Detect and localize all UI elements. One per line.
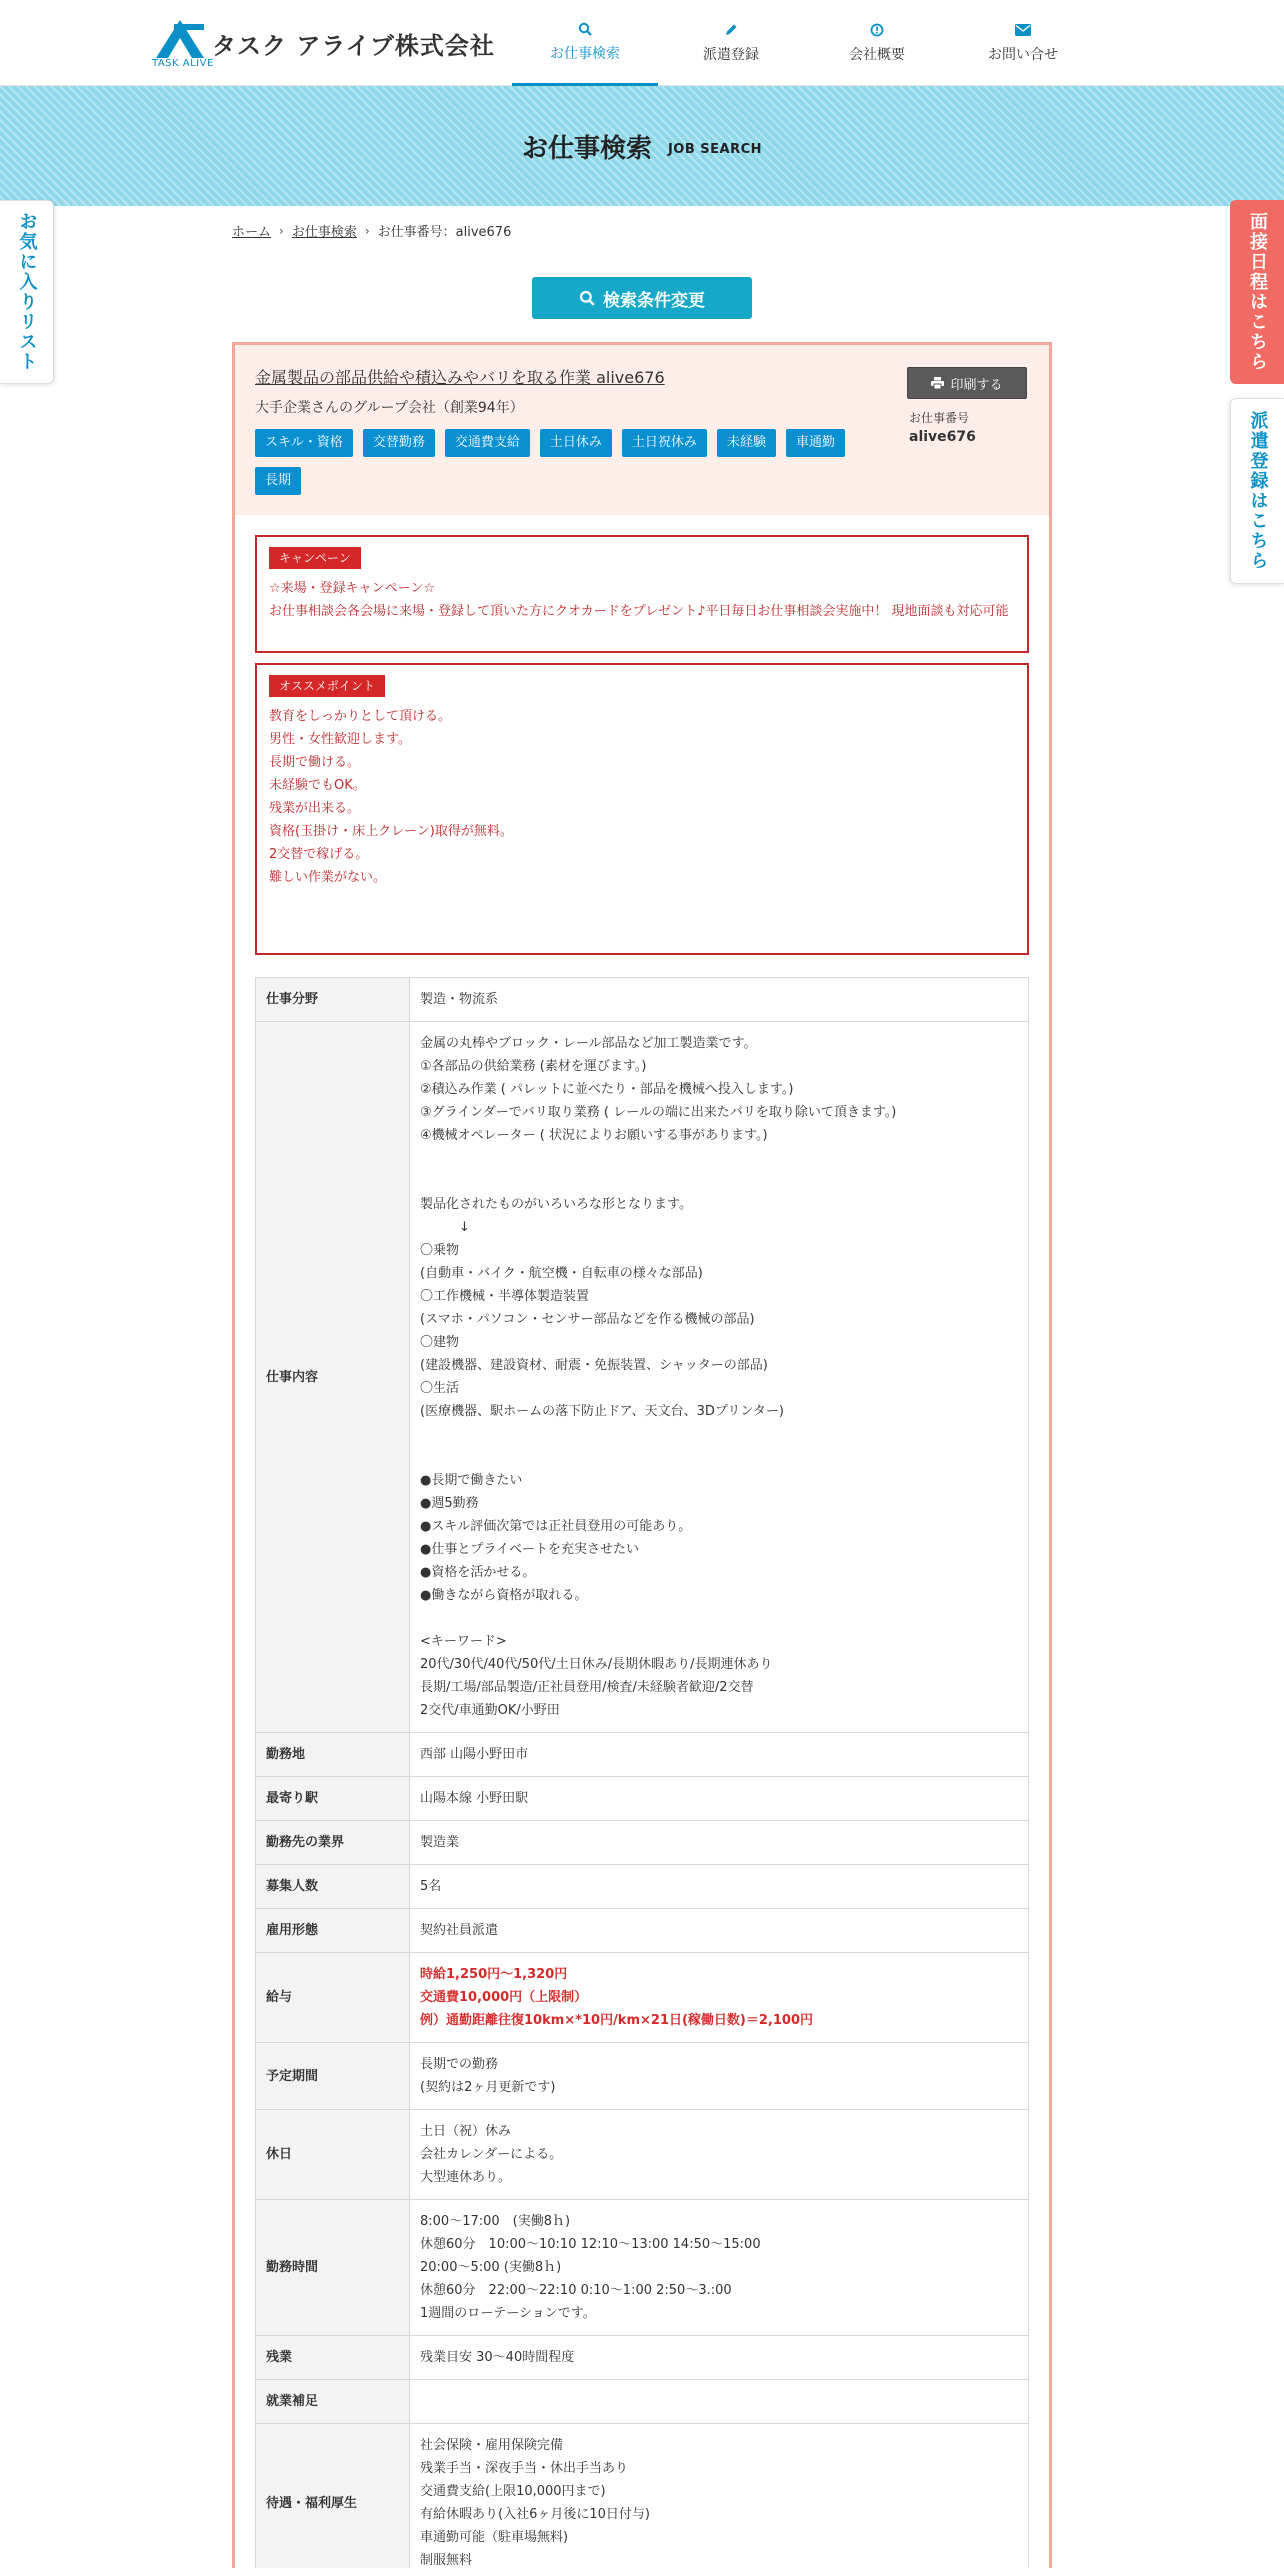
table-row [256, 978, 1029, 1022]
row-value: 契約社員派遣 [410, 1909, 1029, 1953]
envelope-icon [1015, 22, 1031, 38]
row-label: 給与 [256, 1953, 410, 2043]
job-tag: 土日休み [540, 429, 612, 457]
breadcrumb-home[interactable]: ホーム [232, 225, 272, 240]
breadcrumb [232, 221, 511, 240]
row-value: 金属の丸棒やブロック・レール部品など加工製造業です。 ①各部品の供給業務 (素材を運びます。) ②積込み作業 ( パレットに並べたり・部品を機械へ投入します。) ③グラインダーでバリ取り業務 ( レールの端に出来たバリを取り除いて頂きます。) ④機械オペレーター ( 状況によりお願いする事があります。) 製品化されたものがいろいろな形となります。 ↓ 〇乗物 (自動車・バイク・航空機・自転車の様々な部品) 〇工作機械・半導体製造装置 (スマホ・パソコン・センサー部品などを作る機械の部品) 〇建物 (建設機器、建設資材、耐震・免振装置、シャッターの部品) 〇生活 (医療機器、駅ホームの落下防止ドア、天文台、3Dプリンター) ●長期で働きたい ●週5勤務 ●スキル評価次第では正社員登用の可能あり。 ●仕事とプライベートを充実させたい ●資格を活かせる。 ●働きながら資格が取れる。 <キーワード> 20代/30代/40代/50代/土日休み/長期休暇あり/長期連休あり 長期/工場/部品製造/正社員登用/検査/未経験者歓迎/2交替 2交代/車通勤OK/小野田 [410, 1022, 1029, 1733]
pencil-icon [724, 22, 738, 38]
table-row [256, 1022, 1029, 1733]
logo[interactable] [152, 18, 495, 70]
job-title[interactable]: 金属製品の部品供給や積込みやバリを取る作業 alive676 [255, 368, 665, 387]
row-value: 製造業 [410, 1821, 1029, 1865]
change-search-button[interactable] [532, 277, 752, 319]
campaign-box [255, 535, 1029, 653]
chevron-right-icon: › [279, 223, 284, 238]
favorites-tab[interactable] [0, 200, 54, 384]
table-row [256, 2424, 1029, 2568]
favorites-tab-label: お気に入りリスト [16, 212, 38, 372]
logo-sub: TASK ALIVE [152, 58, 214, 69]
row-label: 予定期間 [256, 2043, 410, 2110]
job-card-header [235, 345, 1049, 515]
table-row [256, 1865, 1029, 1909]
table-row [256, 1733, 1029, 1777]
page-hero [0, 86, 1284, 206]
row-label: 残業 [256, 2336, 410, 2380]
row-label: 仕事内容 [256, 1022, 410, 1733]
row-value [410, 2380, 1029, 2424]
row-value: 製造・物流系 [410, 978, 1029, 1022]
page-title: お仕事検索 [521, 133, 652, 164]
row-value: 山陽本線 小野田駅 [410, 1777, 1029, 1821]
job-card [232, 342, 1052, 2568]
row-label: 休日 [256, 2110, 410, 2200]
chevron-right-icon: › [364, 223, 370, 238]
info-circle-icon [870, 22, 884, 38]
site-header [0, 0, 1284, 86]
job-tag: 土日祝休み [622, 429, 707, 457]
row-value: 土日（祝）休み 会社カレンダーによる。 大型連休あり。 [410, 2110, 1029, 2200]
row-value: 5名 [410, 1865, 1029, 1909]
search-icon [578, 21, 592, 37]
company-name: 大手企業さんのグループ会社（創業94年） [255, 400, 524, 416]
row-label: 最寄り駅 [256, 1777, 410, 1821]
printer-icon [931, 377, 944, 389]
row-label: 就業補足 [256, 2380, 410, 2424]
row-label: 雇用形態 [256, 1909, 410, 1953]
nav-job-search[interactable] [512, 0, 658, 86]
change-search-label: 検索条件変更 [603, 290, 705, 311]
row-label: 勤務地 [256, 1733, 410, 1777]
nav-company[interactable] [804, 0, 950, 86]
logo-name: タスク アライブ株式会社 [212, 32, 495, 60]
job-tag: スキル・資格 [255, 429, 353, 457]
row-value: 西部 山陽小野田市 [410, 1733, 1029, 1777]
recommend-point-box [255, 663, 1029, 955]
job-tags [255, 429, 885, 495]
table-row [256, 2200, 1029, 2336]
register-tab[interactable] [1230, 398, 1284, 584]
job-tag: 未経験 [717, 429, 776, 457]
row-value: 長期での勤務 (契約は2ヶ月更新です) [410, 2043, 1029, 2110]
row-value: 社会保険・雇用保険完備 残業手当・深夜手当・休出手当あり 交通費支給(上限10,000円まで) 有給休暇あり(入社6ヶ月後に10日付与) 車通勤可能（駐車場無料) 制服無料 [410, 2424, 1029, 2568]
nav-contact[interactable] [950, 0, 1096, 86]
job-detail-table [255, 977, 1029, 2568]
campaign-text: ☆来場・登録キャンペーン☆ お仕事相談会各会場に来場・登録して頂いた方にクオカードをプレゼント♪平日毎日お仕事相談会実施中！ 現地面談も対応可能 [269, 581, 1009, 619]
row-label: 仕事分野 [256, 978, 410, 1022]
register-tab-label: 派遣登録はこちら [1247, 411, 1269, 571]
recommend-point-label: オススメポイント [269, 675, 385, 697]
main-nav [512, 0, 1096, 86]
job-number: alive676 [909, 429, 976, 445]
page-subtitle: JOB SEARCH [667, 141, 763, 157]
nav-label: お問い合せ [988, 47, 1058, 63]
recommend-point-text: 教育をしっかりとして頂ける。 男性・女性歓迎します。 長期で働ける。 未経験でもOK。 残業が出来る。 資格(玉掛け・床上クレーン)取得が無料。 2交替で稼げる。 難しい作業がない。 [269, 709, 513, 885]
table-row [256, 1821, 1029, 1865]
job-tag: 車通勤 [786, 429, 845, 457]
table-row [256, 2336, 1029, 2380]
row-value: 8:00～17:00 (実働8ｈ) 休憩60分 10:00～10:10 12:10～13:00 14:50～15:00 20:00～5:00 (実働8ｈ) 休憩60分 22:00～22:10 0:10～1:00 2:50～3.:00 1週間のローテーションです。 [410, 2200, 1029, 2336]
nav-label: 会社概要 [849, 47, 905, 63]
job-tag: 交通費支給 [445, 429, 530, 457]
interview-tab-label: 面接日程はこちら [1247, 212, 1268, 372]
search-icon [579, 290, 595, 306]
table-row [256, 1953, 1029, 2043]
row-label: 募集人数 [256, 1865, 410, 1909]
table-row [256, 1777, 1029, 1821]
print-label: 印刷する [950, 377, 1003, 393]
row-label: 待遇・福利厚生 [256, 2424, 410, 2568]
table-row [256, 2380, 1029, 2424]
table-row [256, 2110, 1029, 2200]
campaign-label: キャンペーン [269, 547, 361, 569]
job-number-label: お仕事番号 [909, 411, 970, 425]
table-row [256, 1909, 1029, 1953]
breadcrumb-search[interactable]: お仕事検索 [291, 225, 357, 240]
interview-schedule-tab[interactable] [1230, 200, 1284, 384]
row-label: 勤務時間 [256, 2200, 410, 2336]
nav-register[interactable] [658, 0, 804, 86]
table-row [256, 2043, 1029, 2110]
breadcrumb-current: お仕事番号：alive676 [377, 225, 512, 240]
nav-label: お仕事検索 [550, 45, 620, 62]
row-value: 残業目安 30～40時間程度 [410, 2336, 1029, 2380]
job-tag: 長期 [255, 467, 301, 495]
nav-label: 派遣登録 [703, 47, 759, 63]
print-button[interactable] [907, 367, 1027, 399]
job-tag: 交替勤務 [363, 429, 435, 457]
salary-value: 時給1,250円～1,320円 交通費10,000円（上限制） 例）通勤距離往復10km×*10円/km×21日(稼働日数)＝2,100円 [410, 1953, 1029, 2043]
row-label: 勤務先の業界 [256, 1821, 410, 1865]
